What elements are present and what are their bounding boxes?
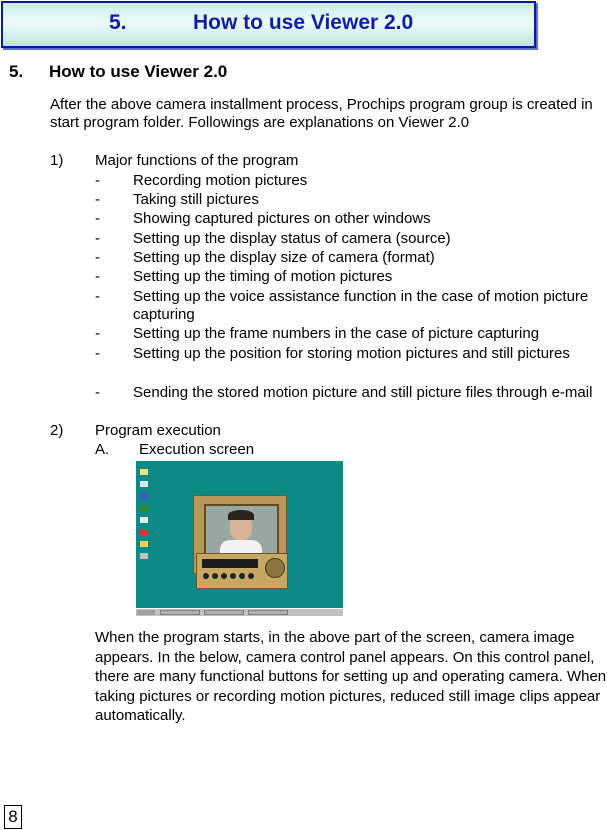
- desktop-icon: [140, 529, 148, 535]
- sub-item-title: Execution screen: [139, 441, 255, 458]
- bullet-text: Setting up the frame numbers in the case of picture capturing: [133, 325, 540, 342]
- bullet-text: Taking still pictures: [133, 191, 259, 208]
- camera-control-panel: [196, 553, 288, 589]
- desktop-icon: [140, 469, 148, 475]
- bullet-text: Setting up the voice assistance function in the case of motion picture capturing: [133, 288, 589, 323]
- bullet-text: Setting up the position for storing motion pictures and still pictures: [133, 345, 570, 362]
- person-hair: [228, 510, 254, 520]
- desktop-icon: [140, 541, 148, 547]
- page-number: 8: [4, 805, 22, 829]
- item-2-title: Program execution: [95, 422, 221, 439]
- chapter-banner: [1, 1, 536, 48]
- banner-title: How to use Viewer 2.0: [193, 11, 414, 34]
- control-button-icon: [221, 573, 227, 579]
- taskbar-item: [204, 610, 244, 615]
- item-1-title: Major functions of the program: [95, 152, 299, 169]
- start-button: [137, 610, 155, 615]
- taskbar-item: [160, 610, 200, 615]
- camera-image: [204, 504, 279, 559]
- section-title: How to use Viewer 2.0: [49, 62, 228, 81]
- description-paragraph: When the program starts, in the above part of the screen, camera image appears. In the below, camera control panel appears. On this control panel, there are many functional buttons for setting up and operating camera. When taking pictures or recording motion pictures, reduced still image clips appear automatically.: [95, 629, 607, 724]
- desktop-icon: [140, 505, 148, 511]
- panel-display: [202, 559, 258, 568]
- control-button-icon: [230, 573, 236, 579]
- bullet-text: Setting up the timing of motion pictures: [133, 268, 393, 285]
- control-button-icon: [239, 573, 245, 579]
- bullet-text: Showing captured pictures on other windows: [133, 210, 431, 227]
- desktop-icon: [140, 553, 148, 559]
- intro-paragraph: After the above camera installment process, Prochips program group is created in start program folder. Followings are explanations on Viewer 2.0: [50, 96, 593, 131]
- section-number: 5.: [9, 62, 24, 81]
- banner-number: 5.: [109, 11, 127, 34]
- desktop-icon: [140, 481, 148, 487]
- panel-knob-icon: [265, 558, 285, 578]
- bullet-text: Setting up the display size of camera (format): [133, 249, 435, 266]
- control-button-icon: [212, 573, 218, 579]
- bullet-text: Recording motion pictures: [133, 172, 308, 189]
- item-2-number: 2): [50, 422, 64, 439]
- item-1-number: 1): [50, 152, 64, 169]
- desktop-icon: [140, 517, 148, 523]
- bullet-text: Sending the stored motion picture and still picture files through e-mail: [133, 384, 593, 401]
- bullet-text: Setting up the display status of camera (source): [133, 230, 451, 247]
- control-button-icon: [203, 573, 209, 579]
- control-button-icon: [248, 573, 254, 579]
- taskbar: [136, 608, 343, 616]
- desktop-icon: [140, 493, 148, 499]
- sub-item-letter: A.: [95, 441, 110, 458]
- execution-screenshot: [136, 461, 343, 616]
- taskbar-item: [248, 610, 288, 615]
